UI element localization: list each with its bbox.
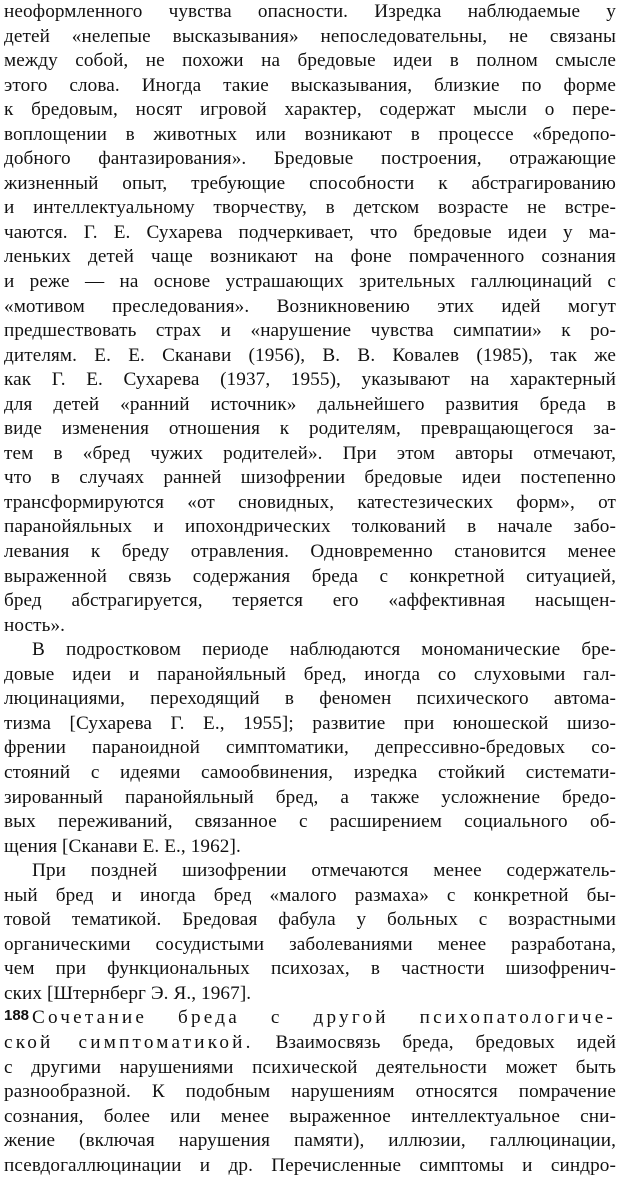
text-line: зированный паранойяльный бред, а также усложнение бредо- xyxy=(4,786,616,808)
text-line: выраженной связь содержания бреда с конкретной ситуацией, xyxy=(4,565,616,587)
text-line: псевдогаллюцинации и др. Перечисленные симптомы и синдро- xyxy=(4,1154,616,1176)
text-line: как Г. Е. Сухарева (1937, 1955), указывают на характерный xyxy=(4,369,616,391)
text-line: воплощении в животных или возникают в процессе «бредопо- xyxy=(4,123,616,145)
text-line: предшествовать страх и «нарушение чувства симпатии» к ро- xyxy=(4,320,616,342)
text-line: довые идеи и паранойяльный бред, иногда со слуховыми гал- xyxy=(4,663,616,685)
text-line: детей «нелепые высказывания» непоследовательны, не связаны xyxy=(4,25,616,47)
text-line: с другими нарушениями психической деятельности может быть xyxy=(4,1056,616,1078)
text-line: что в случаях ранней шизофрении бредовые идеи постепенно xyxy=(4,467,616,489)
page-number: 188 xyxy=(4,1007,30,1024)
text-line: ность». xyxy=(4,614,66,636)
text-line: чем при функциональных психозах, в частности шизофренич- xyxy=(4,958,616,980)
text-line: разнообразной. К подобным нарушениям относятся помрачение xyxy=(4,1081,616,1103)
text-line: ный бред и иногда бред «малого размаха» с конкретной бы- xyxy=(4,884,616,906)
text-line: При поздней шизофрении отмечаются менее содержатель- xyxy=(32,860,616,882)
text-line: добного фантазирования». Бредовые построения, отражающие xyxy=(4,148,616,170)
paragraph-3 xyxy=(4,859,616,1006)
text-line: неоформленного чувства опасности. Изредка наблюдаемые у xyxy=(4,1,616,22)
text-line: к бредовым, носят игровой характер, содержат мысли о пере- xyxy=(4,99,616,121)
text-line: леньких детей чаще возникают на фоне помраченного сознания xyxy=(4,246,616,268)
text-line: «мотивом преследования». Возникновению этих идей могут xyxy=(4,295,616,317)
page-text xyxy=(4,0,616,1178)
text-line: стояний с идеями самообвинения, изредка стойкий системати- xyxy=(4,761,616,783)
text-line: В подростковом периоде наблюдаются мономанические бре- xyxy=(32,639,616,661)
text-line: чаются. Г. Е. Сухарева подчеркивает, что бредовые идеи у ма- xyxy=(4,221,616,243)
text-line: и реже — на основе устрашающих зрительных галлюцинаций с xyxy=(4,271,616,293)
text-line: френии параноидной симптоматики, депрессивно-бредовых со- xyxy=(4,737,616,759)
text-line: тизма [Сухарева Г. Е., 1955]; развитие при юношеской шизо- xyxy=(4,712,616,734)
text-line: вых переживаний, связанное с расширением социального об- xyxy=(4,811,616,833)
section-heading-tail: ской симптоматикой. xyxy=(4,1031,254,1053)
text-line: люцинациями, переходящий в феномен психического автома- xyxy=(4,688,616,710)
text-line: паранойяльных и ипохондрических толкований в начале забо- xyxy=(4,516,616,538)
paragraph-4 xyxy=(4,1006,616,1178)
text-line: сознания, более или менее выраженное интеллектуальное сни- xyxy=(4,1105,616,1127)
text-fragment: Взаимосвязь бреда, бредовых идей xyxy=(253,1031,616,1053)
paragraph-2 xyxy=(4,638,616,859)
section-heading-line: Сочетание бреда с другой психопатологиче- xyxy=(32,1007,616,1029)
text-line: ских [Штернберг Э. Я., 1967]. xyxy=(4,982,252,1004)
paragraph-1 xyxy=(4,0,616,638)
text-line: жение (включая нарушения памяти), иллюзии, галлюцинации, xyxy=(4,1130,616,1152)
text-line: бред абстрагируется, теряется его «аффективная насыщен- xyxy=(4,590,616,612)
text-line: и интеллектуальному творчеству, в детском возрасте не встре- xyxy=(4,197,616,219)
text-line: жизненный опыт, требующие способности к абстрагированию xyxy=(4,172,616,194)
text-line: товой тематикой. Бредовая фабула у больных с возрастными xyxy=(4,909,616,931)
text-line: виде изменения отношения к родителям, превращающегося за- xyxy=(4,418,616,440)
text-line: дителям. Е. Е. Сканави (1956), В. В. Ковалев (1985), так же xyxy=(4,344,616,366)
text-line: органическими сосудистыми заболеваниями менее разработана, xyxy=(4,933,616,955)
text-line: трансформируются «от сновидных, катестезических форм», от xyxy=(4,491,616,513)
text-line: между собой, не похожи на бредовые идеи в полном смысле xyxy=(4,50,616,72)
text-line: тем в «бред чужих родителей». При этом авторы отмечают, xyxy=(4,442,616,464)
text-line: этого слова. Иногда такие высказывания, близкие по форме xyxy=(4,74,616,96)
text-line: щения [Сканави Е. Е., 1962]. xyxy=(4,835,241,857)
text-line xyxy=(4,1031,616,1056)
text-line: левания к бреду отравления. Одновременно становится менее xyxy=(4,541,616,563)
text-line: для детей «ранний источник» дальнейшего развития бреда в xyxy=(4,393,616,415)
